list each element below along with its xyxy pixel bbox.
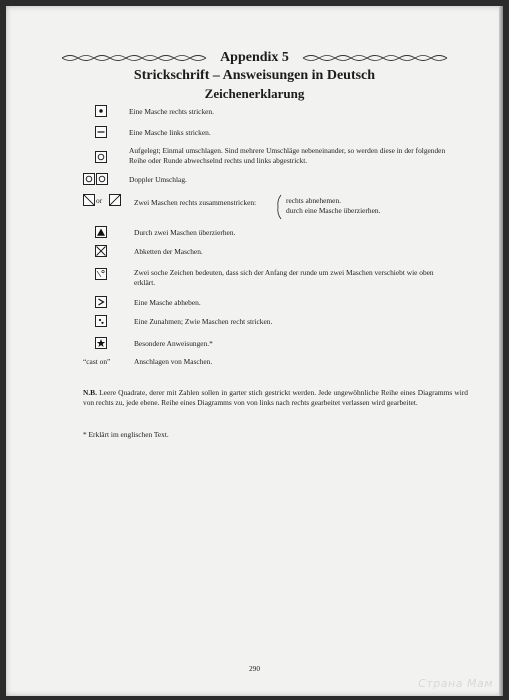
decrease-left-icon [83,194,95,206]
page-title: Strickschrift – Answeisungen in Deutsch [133,68,376,83]
legend-text-k2tog: Zwei Maschen rechts zusammenstricken: [134,198,257,207]
legend-text-purl: Eine Masche links stricken. [129,128,211,137]
brace-icon [276,194,282,220]
legend-text-yarn-over-line1: Aufgelegt; Einmal umschlagen. Sind mehrere Umschläge nebeneinander, so werden diese in der folgenden [129,146,446,155]
knit-stitch-icon [95,105,107,117]
note-paragraph [83,388,468,408]
note-label: N.B. [83,388,97,397]
note-text: Leere Quadrate, derer mit Zahlen sollen in garter stich gestrickt werden. Jede ungewöhnliche Reihe eines Diagramms wird von rechts zu, jede ebene. Reihe eines Diagramms von von links nach rechts gearbeitet verlassen wird gearbeitet. [83,388,468,407]
left-ornament-icon [60,53,210,63]
legend-text-round-shift-line1: Zwei soche Zeichen bedeuten, dass sich der Anfang der runde um zwei Maschen verschiebt wie oben [134,268,434,277]
legend-text-increase: Eine Zunahmen; Zwie Maschen recht stricken. [134,317,273,326]
yarn-over-icon [95,151,107,163]
page-edge [499,6,503,696]
double-yarn-over-icon-right [96,173,108,185]
legend-text-knit: Eine Masche rechts stricken. [129,107,214,116]
star-icon [95,337,107,349]
legend-text-yarn-over-line2: Reihe oder Runde abwechselnd rechts und links abgestrickt. [129,156,308,165]
legend-k2tog-option2: durch eine Masche überzierhen. [286,206,381,215]
triangle-icon [95,226,107,238]
page-number: 290 [248,664,261,673]
cast-on-label: “cast on” [83,357,111,366]
legend-text-pass-over: Durch zwei Maschen überzierhen. [134,228,236,237]
header [6,49,503,67]
legend-text-round-shift-line2: erklärt. [134,278,156,287]
appendix-title: Appendix 5 [220,50,289,66]
legend-text-round-shift [134,268,499,288]
legend-text-bind-off: Abketten der Maschen. [134,247,203,256]
legend-text-slip: Eine Masche abheben. [134,298,201,307]
legend-text-cast-on: Anschlagen von Maschen. [134,357,213,366]
watermark: Страна Мам [418,677,493,690]
double-yarn-over-icon-left [83,173,95,185]
legend-or: or [96,196,103,205]
legend-k2tog-options [286,196,380,216]
decrease-right-icon [109,194,121,206]
purl-stitch-icon [95,126,107,138]
legend-text-yarn-over [129,146,499,166]
legend-text-double-yarn-over: Doppler Umschlag. [129,175,187,184]
footnote: * Erklärt im englischen Text. [83,430,169,439]
bind-off-icon [95,245,107,257]
legend-k2tog-option1: rechts abnehemen. [286,196,341,205]
round-shift-icon [95,268,107,280]
legend-text-special: Besondere Anweisungen.* [134,339,213,348]
page-subtitle: Zeichenerklarung [204,86,305,101]
right-ornament-icon [299,53,449,63]
slip-stitch-icon [95,296,107,308]
increase-icon [95,315,107,327]
page [6,6,503,696]
